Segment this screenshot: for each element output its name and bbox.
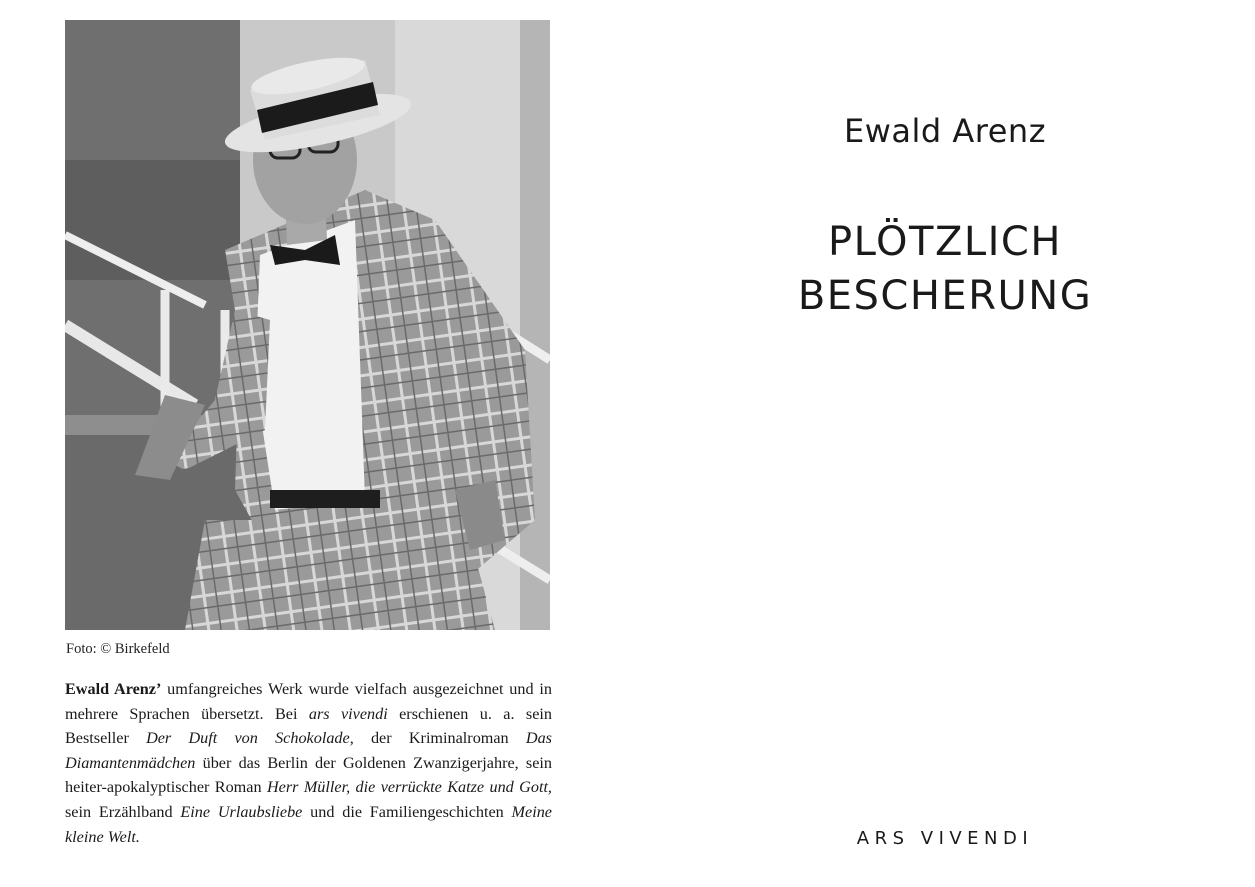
bio-text: sein Erzählband	[65, 802, 181, 821]
bio-book-title: Der Duft von Schokolade	[146, 729, 350, 748]
book-title-line-2: BESCHERUNG	[797, 273, 1093, 319]
bio-book-title: Herr Müller, die verrückte Katze und Gott,	[266, 778, 552, 797]
bio-author-name: Ewald Arenz’	[65, 680, 162, 698]
bio-book-title: Das Diamantenmädchen	[65, 729, 552, 772]
right-page	[620, 0, 1255, 887]
author-name: Ewald Arenz	[844, 112, 1046, 150]
photo-caption: Foto: © Birkefeld	[66, 641, 170, 657]
publisher-name: ARS VIVENDI	[856, 828, 1034, 849]
bio-book-title: Eine Urlaubsliebe	[180, 802, 303, 821]
bio-text: und die Familiengeschichten	[302, 802, 512, 821]
bio-text: erschienen u. a. sein Bestseller	[65, 704, 553, 748]
book-title	[620, 215, 1255, 323]
bio-text: , der Kriminalroman	[349, 729, 526, 748]
author-photo	[65, 20, 550, 630]
left-page	[0, 0, 620, 887]
bio-publisher-italic: ars vivendi	[308, 704, 388, 723]
bio-book-title: Meine kleine Welt.	[65, 802, 552, 846]
bio-text: umfangreiches Werk wurde vielfach ausgezeichnet und in mehrere Sprachen übersetzt. Bei	[65, 680, 552, 723]
author-bio	[65, 677, 552, 849]
bio-text: über das Berlin der Goldenen Zwanzigerjahre, sein heiter-apokalyptischer Roman	[65, 753, 552, 797]
book-title-line-1: PLÖTZLICH	[828, 219, 1062, 265]
